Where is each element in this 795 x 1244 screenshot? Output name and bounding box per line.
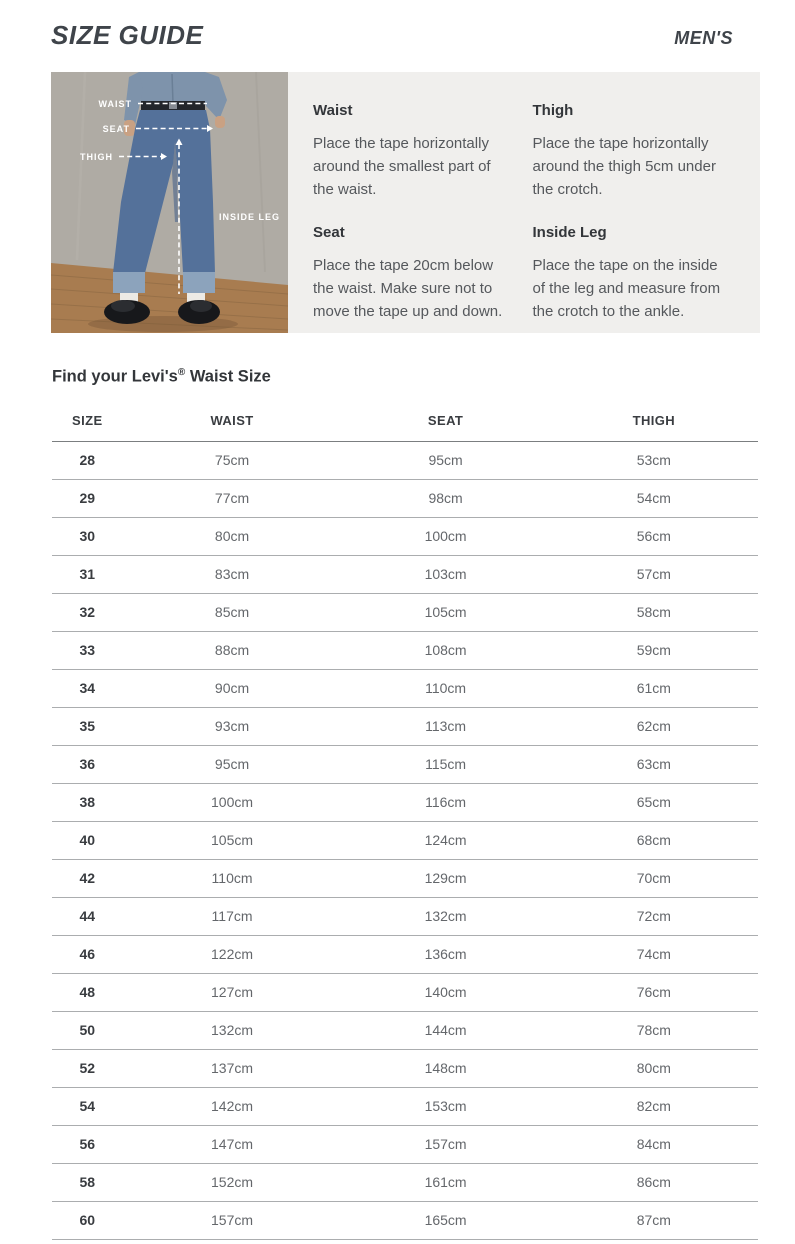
size-table-row [52,669,758,707]
instruction-text: Place the tape horizontally around the thigh 5cm under the crotch. [532,135,716,198]
seat-cell: 116cm [341,783,549,821]
thigh-cell: 87cm [550,1201,758,1239]
size-cell: 56 [52,1125,123,1163]
size-cell: 50 [52,1011,123,1049]
instruction-title: Thigh [532,102,574,119]
instruction-text: Place the tape 20cm below the waist. Make sure not to move the tape up and down. [313,257,503,320]
waist-cell: 105cm [123,821,342,859]
size-table-row [52,1163,758,1201]
size-cell: 60 [52,1201,123,1239]
waist-cell: 88cm [123,631,342,669]
size-cell: 30 [52,517,123,555]
seat-cell: 140cm [341,973,549,1011]
seat-cell: 161cm [341,1163,549,1201]
measure-instructions [288,72,760,333]
thigh-cell: 74cm [550,935,758,973]
instruction-title: Seat [313,224,345,241]
size-cell: 54 [52,1087,123,1125]
size-cell: 31 [52,555,123,593]
size-table-row [52,441,758,479]
size-table-row [52,745,758,783]
waist-cell: 122cm [123,935,342,973]
thigh-cell: 86cm [550,1163,758,1201]
waist-cell: 85cm [123,593,342,631]
size-table-row [52,517,758,555]
column-header-waist: WAIST [123,401,342,442]
thigh-cell: 70cm [550,859,758,897]
waist-cell: 132cm [123,1011,342,1049]
size-cell: 36 [52,745,123,783]
seat-cell: 132cm [341,897,549,935]
thigh-cell: 84cm [550,1125,758,1163]
seat-cell: 110cm [341,669,549,707]
waist-cell: 90cm [123,669,342,707]
thigh-cell: 65cm [550,783,758,821]
size-table-row [52,631,758,669]
waist-cell: 152cm [123,1163,342,1201]
thigh-cell: 68cm [550,821,758,859]
page-title: SIZE GUIDE [51,20,204,50]
waist-cell: 147cm [123,1125,342,1163]
seat-cell: 136cm [341,935,549,973]
waist-cell: 117cm [123,897,342,935]
size-cell: 40 [52,821,123,859]
size-table-row [52,1201,758,1239]
seat-cell: 95cm [341,441,549,479]
thigh-cell: 57cm [550,555,758,593]
size-table-row [52,593,758,631]
waist-cell: 157cm [123,1201,342,1239]
seat-cell: 115cm [341,745,549,783]
waist-cell: 95cm [123,745,342,783]
waist-cell: 93cm [123,707,342,745]
page-header [0,0,795,50]
size-table-row [52,821,758,859]
table-heading-suffix: Waist Size [185,367,271,386]
seat-cell: 144cm [341,1011,549,1049]
seat-cell: 108cm [341,631,549,669]
thigh-cell: 72cm [550,897,758,935]
waist-cell: 100cm [123,783,342,821]
size-cell: 58 [52,1163,123,1201]
size-table-row [52,707,758,745]
thigh-cell: 58cm [550,593,758,631]
size-table-row [52,897,758,935]
thigh-cell: 56cm [550,517,758,555]
column-header-seat: SEAT [341,401,549,442]
instruction-text: Place the tape horizontally around the smallest part of the waist. [313,135,491,198]
thigh-cell: 80cm [550,1049,758,1087]
thigh-cell: 78cm [550,1011,758,1049]
size-table-row [52,1049,758,1087]
instruction-block [313,102,511,224]
instruction-block [313,224,511,346]
column-header-size: SIZE [52,401,123,442]
thigh-cell: 63cm [550,745,758,783]
size-cell: 48 [52,973,123,1011]
diagram-label-waist: WAIST [98,99,132,109]
waist-cell: 75cm [123,441,342,479]
size-table-row [52,935,758,973]
size-table-body [52,441,758,1239]
size-cell: 46 [52,935,123,973]
size-table-row [52,973,758,1011]
thigh-cell: 53cm [550,441,758,479]
seat-cell: 153cm [341,1087,549,1125]
size-cell: 29 [52,479,123,517]
seat-cell: 148cm [341,1049,549,1087]
seat-cell: 124cm [341,821,549,859]
size-cell: 38 [52,783,123,821]
size-table [52,401,758,1240]
size-table-row [52,1087,758,1125]
size-table-row [52,783,758,821]
measurement-diagram [51,72,288,333]
instruction-block [533,224,731,346]
waist-cell: 137cm [123,1049,342,1087]
seat-cell: 157cm [341,1125,549,1163]
waist-cell: 142cm [123,1087,342,1125]
measurement-photo [51,72,288,333]
size-cell: 35 [52,707,123,745]
registered-trademark: ® [177,367,186,378]
size-table-row [52,555,758,593]
seat-cell: 113cm [341,707,549,745]
instruction-block [533,102,731,224]
seat-cell: 165cm [341,1201,549,1239]
waist-cell: 80cm [123,517,342,555]
diagram-label-thigh: THIGH [80,152,113,162]
thigh-cell: 76cm [550,973,758,1011]
seat-cell: 129cm [341,859,549,897]
size-cell: 28 [52,441,123,479]
seat-cell: 103cm [341,555,549,593]
size-cell: 44 [52,897,123,935]
instruction-title: Inside Leg [532,224,607,241]
diagram-label-seat: SEAT [102,124,130,134]
waist-cell: 110cm [123,859,342,897]
column-header-thigh: THIGH [550,401,758,442]
size-table-row [52,1011,758,1049]
table-heading [52,363,795,387]
table-heading-prefix: Find your Levi's [52,367,178,386]
diagram-label-inside-leg: INSIDE LEG [219,212,281,222]
thigh-cell: 59cm [550,631,758,669]
thigh-cell: 61cm [550,669,758,707]
waist-cell: 77cm [123,479,342,517]
size-cell: 33 [52,631,123,669]
thigh-cell: 62cm [550,707,758,745]
size-cell: 42 [52,859,123,897]
instruction-text: Place the tape on the inside of the leg and measure from the crotch to the ankle. [532,257,721,320]
size-table-row [52,479,758,517]
size-cell: 52 [52,1049,123,1087]
size-table-row [52,1125,758,1163]
seat-cell: 100cm [341,517,549,555]
size-cell: 32 [52,593,123,631]
thigh-cell: 54cm [550,479,758,517]
instruction-title: Waist [313,102,353,119]
size-table-header-row [52,401,758,442]
category-label-mens[interactable]: MEN'S [674,28,733,48]
size-cell: 34 [52,669,123,707]
measure-guide-panel [51,72,760,333]
waist-cell: 83cm [123,555,342,593]
seat-cell: 105cm [341,593,549,631]
thigh-cell: 82cm [550,1087,758,1125]
size-table-row [52,859,758,897]
seat-cell: 98cm [341,479,549,517]
waist-cell: 127cm [123,973,342,1011]
